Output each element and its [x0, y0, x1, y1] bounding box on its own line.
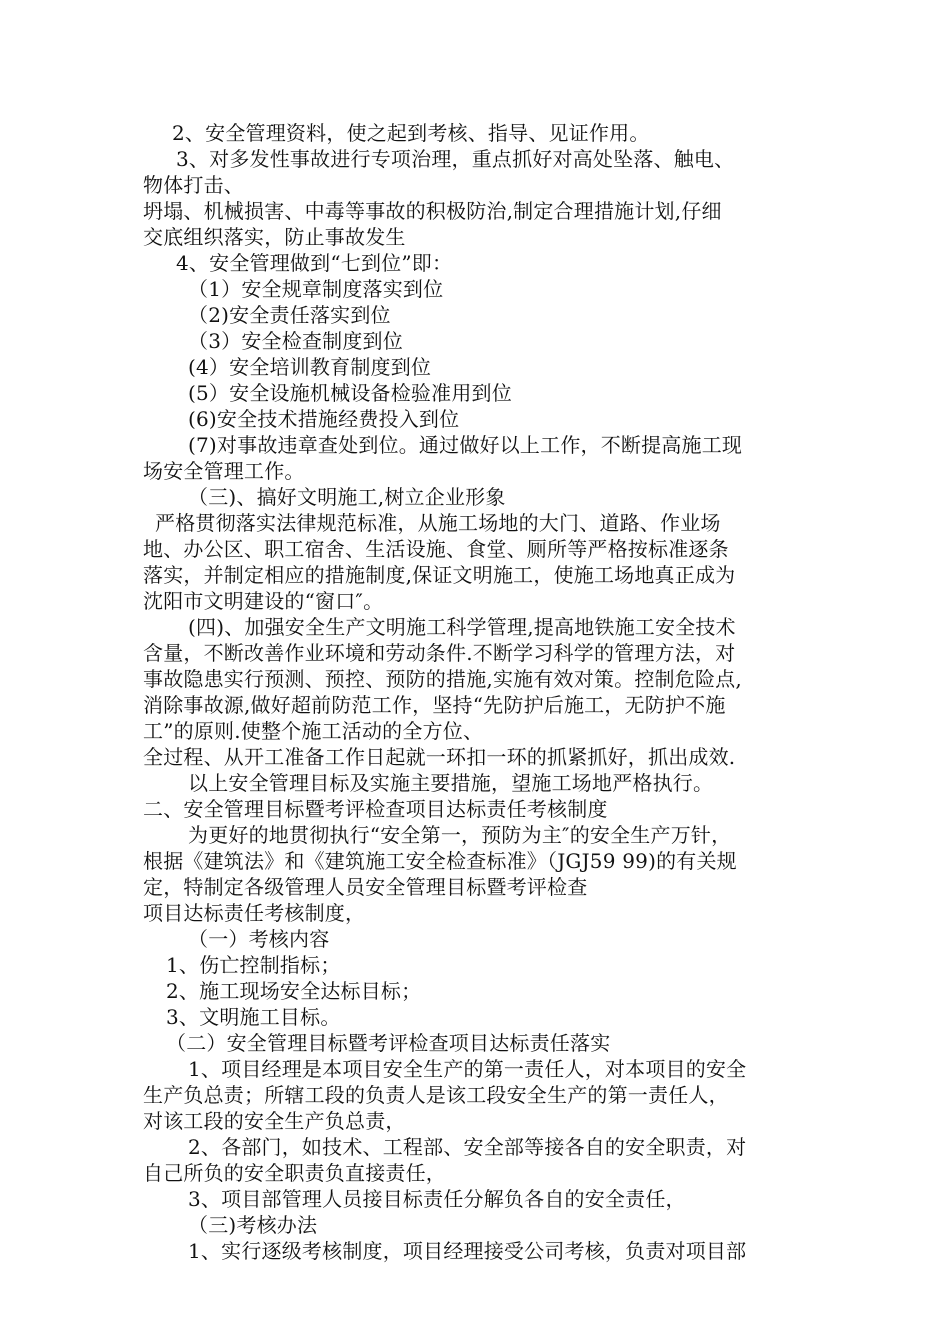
text-line: （一）考核内容 [188, 927, 330, 951]
text-line: （二）安全管理目标暨考评检查项目达标责任落实 [166, 1031, 611, 1055]
text-line: (5）安全设施机械设备检验准用到位 [188, 381, 512, 405]
text-line: 3、文明施工目标。 [166, 1005, 341, 1029]
text-line: 地、办公区、职工宿舍、生活设施、食堂、厕所等严格按标准逐条 [143, 537, 729, 561]
text-line: 3、对多发性事故进行专项治理，重点抓好对高处坠落、触电、 [176, 147, 735, 171]
text-line: 2、各部门，如技术、工程部、安全部等接各自的安全职责，对 [188, 1135, 747, 1159]
text-line: 1、伤亡控制指标； [166, 953, 341, 977]
text-line: 消除事故源,做好超前防范工作，坚持“先防护后施工，无防护不施 [143, 693, 726, 717]
text-line: (7)对事故违章查处到位。通过做好以上工作，不断提高施工现 [188, 433, 743, 457]
text-line: 事故隐患实行预测、预控、预防的措施,实施有效对策。控制危险点, [143, 667, 742, 691]
section-heading: 二、安全管理目标暨考评检查项目达标责任考核制度 [143, 797, 608, 821]
text-line: 对该工段的安全生产负总责， [143, 1109, 406, 1133]
text-line: 4、安全管理做到“七到位”即： [176, 251, 453, 275]
text-line: 2、施工现场安全达标目标； [166, 979, 422, 1003]
text-line: （三)考核办法 [188, 1213, 318, 1237]
text-line: 物体打击、 [143, 173, 244, 197]
text-line: 1、项目经理是本项目安全生产的第一责任人，对本项目的安全 [188, 1057, 747, 1081]
text-line: 3、项目部管理人员接目标责任分解负各自的安全责任， [188, 1187, 686, 1211]
text-line: 根据《建筑法》和《建筑施工安全检查标准》（JGJ59 99)的有关规 [143, 849, 737, 873]
text-line: 场安全管理工作。 [143, 459, 305, 483]
text-line: (四)、加强安全生产文明施工科学管理,提高地铁施工安全技术 [188, 615, 736, 639]
text-line: （1）安全规章制度落实到位 [188, 277, 444, 301]
text-line: 沈阳市文明建设的“窗口″。 [143, 589, 384, 613]
text-line: （2)安全责任落实到位 [188, 303, 391, 327]
text-line: 定，特制定各级管理人员安全管理目标暨考评检查 [143, 875, 588, 899]
text-line: 交底组织落实，防止事故发生 [143, 225, 406, 249]
text-line: (4）安全培训教育制度到位 [188, 355, 432, 379]
text-line: 以上安全管理目标及实施主要措施，望施工场地严格执行。 [188, 771, 714, 795]
text-line: 严格贯彻落实法律规范标准，从施工场地的大门、道路、作业场 [155, 511, 721, 535]
text-line: 1、实行逐级考核制度，项目经理接受公司考核，负责对项目部 [188, 1239, 747, 1263]
text-line: 落实，并制定相应的措施制度,保证文明施工，使施工场地真正成为 [143, 563, 736, 587]
text-line: 坍塌、机械损害、中毒等事故的积极防治,制定合理措施计划,仔细 [143, 199, 722, 223]
text-line: （3）安全检查制度到位 [188, 329, 403, 353]
text-line: 项目达标责任考核制度， [143, 901, 366, 925]
text-line: 含量，不断改善作业环境和劳动条件.不断学习科学的管理方法，对 [143, 641, 736, 665]
text-line: 自己所负的安全职责负直接责任， [143, 1161, 446, 1185]
text-line: 工”的原则.使整个施工活动的全方位、 [143, 719, 484, 743]
text-line: 2、安全管理资料，使之起到考核、指导、见证作用。 [172, 121, 650, 145]
text-line: (6)安全技术措施经费投入到位 [188, 407, 460, 431]
text-line: 全过程、从开工准备工作日起就一环扣一环的抓紧抓好，抓出成效. [143, 745, 736, 769]
text-line: （三)、搞好文明施工,树立企业形象 [188, 485, 506, 509]
text-line: 为更好的地贯彻执行“安全第一，预防为主″的安全生产万针， [188, 823, 732, 847]
text-line: 生产负总责；所辖工段的负责人是该工段安全生产的第一责任人， [143, 1083, 729, 1107]
